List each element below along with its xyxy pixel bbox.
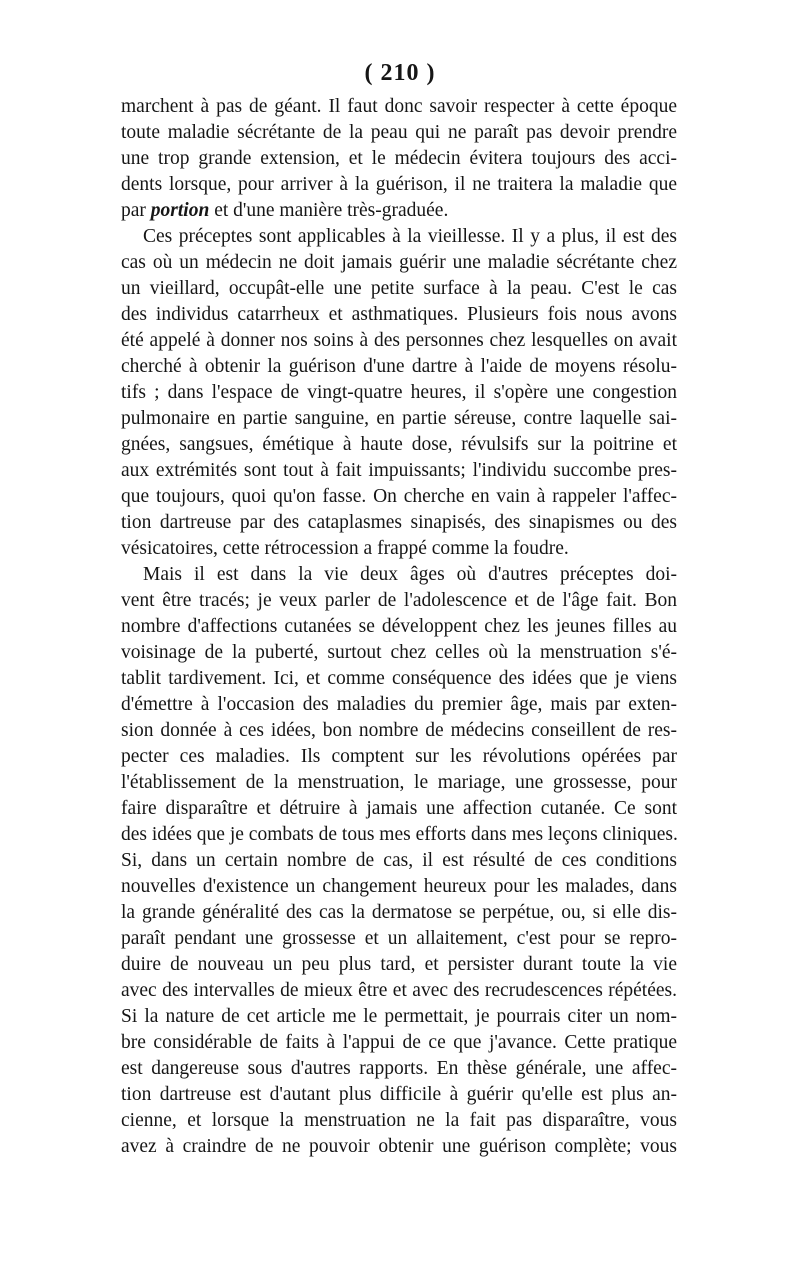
text-line: des individus catarrheux et asthmatiques. Plusieurs fois nous avons — [121, 304, 677, 325]
text-line: des idées que je combats de tous mes efforts dans mes leçons cliniques. — [121, 824, 678, 845]
text-line: faire disparaître et détruire à jamais une affection cutanée. Ce sont — [121, 798, 677, 819]
text-fragment: par — [121, 200, 151, 221]
text-line: avec des intervalles de mieux être et avec des recrudescences répétées. — [121, 980, 677, 1001]
text-line: gnées, sangsues, émétique à haute dose, révulsifs sur la poitrine et — [121, 434, 677, 455]
text-line: tion dartreuse est d'autant plus difficile à guérir qu'elle est plus an- — [121, 1084, 677, 1105]
text-line: une trop grande extension, et le médecin évitera toujours des acci- — [121, 148, 677, 169]
text-line: toute maladie sécrétante de la peau qui ne paraît pas devoir prendre — [121, 122, 677, 143]
text-line: voisinage de la puberté, surtout chez celles où la menstruation s'é- — [121, 642, 677, 663]
text-line: Ces préceptes sont applicables à la vieillesse. Il y a plus, il est des — [143, 226, 677, 247]
text-line: cas où un médecin ne doit jamais guérir une maladie sécrétante chez — [121, 252, 677, 273]
text-line: d'émettre à l'occasion des maladies du premier âge, mais par exten- — [121, 694, 677, 715]
text-line: la grande généralité des cas la dermatose se perpétue, ou, si elle dis- — [121, 902, 677, 923]
text-line: Mais il est dans la vie deux âges où d'autres préceptes doi- — [143, 564, 677, 585]
text-line: Si, dans un certain nombre de cas, il est résulté de ces conditions — [121, 850, 677, 871]
text-line: vésicatoires, cette rétrocession a frappé comme la foudre. — [121, 538, 569, 559]
text-line: dents lorsque, pour arriver à la guérison, il ne traitera la maladie que — [121, 174, 677, 195]
text-line: été appelé à donner nos soins à des personnes chez lesquelles on avait — [121, 330, 677, 351]
text-line: un vieillard, occupât-elle une petite surface à la peau. C'est le cas — [121, 278, 677, 299]
text-line: pulmonaire en partie sanguine, en partie séreuse, contre laquelle sai- — [121, 408, 677, 429]
text-line: tifs ; dans l'espace de vingt-quatre heures, il s'opère une congestion — [121, 382, 677, 403]
text-line: l'établissement de la menstruation, le mariage, une grossesse, pour — [121, 772, 677, 793]
text-line: tion dartreuse par des cataplasmes sinapisés, des sinapismes ou des — [121, 512, 677, 533]
text-line: Si la nature de cet article me le permettait, je pourrais citer un nom- — [121, 1006, 677, 1027]
text-line: cienne, et lorsque la menstruation ne la fait pas disparaître, vous — [121, 1110, 677, 1131]
body-text — [121, 94, 677, 1160]
text-line: cherché à obtenir la guérison d'une dartre à l'aide de moyens résolu- — [121, 356, 677, 377]
text-line: pecter ces maladies. Ils comptent sur les révolutions opérées par — [121, 746, 677, 767]
text-fragment: et d'une manière très-graduée. — [209, 200, 449, 221]
text-line: tablit tardivement. Ici, et comme conséquence des idées que je viens — [121, 668, 677, 689]
text-line: avez à craindre de ne pouvoir obtenir une guérison complète; vous — [121, 1136, 677, 1157]
text-line: vent être tracés; je veux parler de l'adolescence et de l'âge fait. Bon — [121, 590, 677, 611]
text-line: paraît pendant une grossesse et un allaitement, c'est pour se repro- — [121, 928, 677, 949]
text-line: duire de nouveau un peu plus tard, et persister durant toute la vie — [121, 954, 677, 975]
text-line: marchent à pas de géant. Il faut donc savoir respecter à cette époque — [121, 96, 677, 117]
text-line: est dangereuse sous d'autres rapports. En thèse générale, une affec- — [121, 1058, 677, 1079]
emphasized-word: portion — [150, 200, 210, 221]
text-line-with-emphasis — [121, 198, 677, 224]
text-line: nombre d'affections cutanées se développent chez les jeunes filles au — [121, 616, 677, 637]
text-line: que toujours, quoi qu'on fasse. On cherche en vain à rappeler l'affec- — [121, 486, 677, 507]
page-number: ( 210 ) — [364, 60, 436, 86]
text-line: aux extrémités sont tout à fait impuissants; l'individu succombe pres- — [121, 460, 677, 481]
text-line: nouvelles d'existence un changement heureux pour les malades, dans — [121, 876, 677, 897]
text-line: sion donnée à ces idées, bon nombre de médecins conseillent de res- — [121, 720, 677, 741]
text-line: bre considérable de faits à l'appui de ce que j'avance. Cette pratique — [121, 1032, 677, 1053]
